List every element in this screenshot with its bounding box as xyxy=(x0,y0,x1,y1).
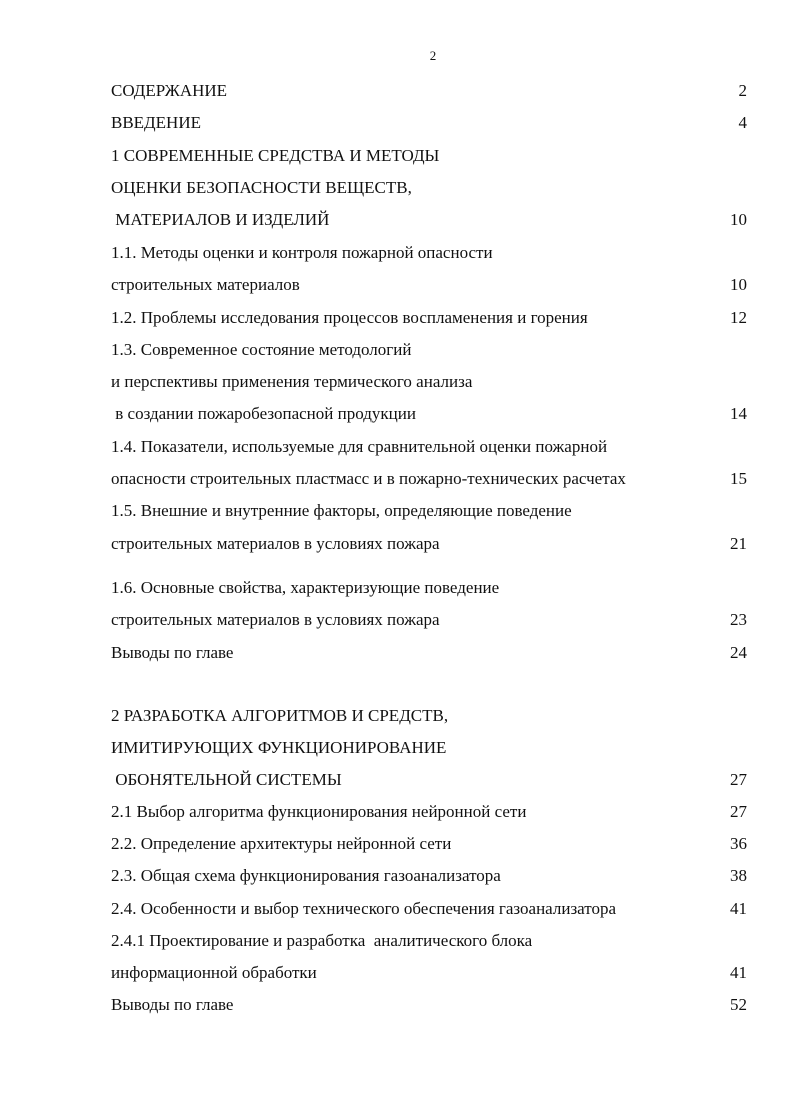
toc-line xyxy=(111,641,747,665)
toc-entry-text: 2.4.1 Проектирование и разработка аналитического блока xyxy=(111,931,533,950)
toc-entry-page: 21 xyxy=(730,534,747,553)
toc-line xyxy=(111,273,747,297)
toc-line xyxy=(111,111,747,135)
toc-line xyxy=(111,832,747,856)
toc-line xyxy=(111,704,747,728)
toc-entry-page: 52 xyxy=(730,995,747,1014)
toc-entry-text: 1.2. Проблемы исследования процессов воспламенения и горения xyxy=(111,308,588,327)
toc-entry-text: ОБОНЯТЕЛЬНОЙ СИСТЕМЫ xyxy=(111,770,342,789)
toc-entry-text: Выводы по главе xyxy=(111,643,234,662)
toc-entry-text: 2.1 Выбор алгоритма функционирования нейронной сети xyxy=(111,802,527,821)
toc-line xyxy=(111,864,747,888)
toc-entry-page: 23 xyxy=(730,610,747,629)
toc-entry-page: 27 xyxy=(730,770,747,789)
toc-entry-page: 27 xyxy=(730,802,747,821)
toc-entry-page: 15 xyxy=(730,469,747,488)
toc-entry-text: 1.5. Внешние и внутренние факторы, определяющие поведение xyxy=(111,501,572,520)
toc-entry-text: 1 СОВРЕМЕННЫЕ СРЕДСТВА И МЕТОДЫ xyxy=(111,146,440,165)
toc-entry-page: 4 xyxy=(738,113,747,132)
toc-line xyxy=(111,435,747,459)
toc-entry-text: опасности строительных пластмасс и в пожарно-технических расчетах xyxy=(111,469,626,488)
toc-entry-text: ИМИТИРУЮЩИХ ФУНКЦИОНИРОВАНИЕ xyxy=(111,738,447,757)
page-number: 2 xyxy=(429,48,437,63)
toc-line xyxy=(111,897,747,921)
toc-line xyxy=(111,208,747,232)
toc-entry-text: ВВЕДЕНИЕ xyxy=(111,113,201,132)
toc-entry-text: 1.1. Методы оценки и контроля пожарной опасности xyxy=(111,243,493,262)
toc-entry-text: 2.2. Определение архитектуры нейронной сети xyxy=(111,834,452,853)
toc-line xyxy=(111,736,747,760)
toc-entry-page: 12 xyxy=(730,308,747,327)
toc-entry-page: 10 xyxy=(730,275,747,294)
toc-entry-text: 2 РАЗРАБОТКА АЛГОРИТМОВ И СРЕДСТВ, xyxy=(111,706,449,725)
toc-line xyxy=(111,306,747,330)
toc-entry-page: 24 xyxy=(730,643,747,662)
toc-line xyxy=(111,144,747,168)
toc-entry-page: 2 xyxy=(738,81,747,100)
toc-line xyxy=(111,499,747,523)
toc-line xyxy=(111,402,747,426)
toc-entry-text: Выводы по главе xyxy=(111,995,234,1014)
toc-entry-page: 36 xyxy=(730,834,747,853)
toc-line xyxy=(111,79,747,103)
toc-line xyxy=(111,800,747,824)
toc-entry-text: строительных материалов xyxy=(111,275,300,294)
toc-entry-text: строительных материалов в условиях пожара xyxy=(111,534,440,553)
toc-line xyxy=(111,370,747,394)
toc-line xyxy=(111,929,747,953)
toc-entry-text: СОДЕРЖАНИЕ xyxy=(111,81,228,100)
toc-entry-text: 2.3. Общая схема функционирования газоанализатора xyxy=(111,866,501,885)
toc-entry-page: 41 xyxy=(730,963,747,982)
toc-entry-text: 1.4. Показатели, используемые для сравнительной оценки пожарной xyxy=(111,437,608,456)
toc-line xyxy=(111,993,747,1017)
toc-line xyxy=(111,176,747,200)
toc-entry-text: ОЦЕНКИ БЕЗОПАСНОСТИ ВЕЩЕСТВ, xyxy=(111,178,412,197)
toc-line xyxy=(111,241,747,265)
toc-entry-text: в создании пожаробезопасной продукции xyxy=(111,404,416,423)
toc-entry-text: 1.3. Современное состояние методологий xyxy=(111,340,412,359)
toc-line xyxy=(111,532,747,556)
toc-entry-text: 2.4. Особенности и выбор технического обеспечения газоанализатора xyxy=(111,899,617,918)
toc-entry-text: МАТЕРИАЛОВ И ИЗДЕЛИЙ xyxy=(111,210,330,229)
toc-entry-page: 10 xyxy=(730,210,747,229)
toc-entry-page: 14 xyxy=(730,404,747,423)
toc-entry-page: 38 xyxy=(730,866,747,885)
toc-line xyxy=(111,961,747,985)
toc-line xyxy=(111,768,747,792)
toc-entry-text: строительных материалов в условиях пожара xyxy=(111,610,440,629)
toc-entry-page: 41 xyxy=(730,899,747,918)
toc-line xyxy=(111,608,747,632)
toc-entry-text: 1.6. Основные свойства, характеризующие поведение xyxy=(111,578,500,597)
toc-entry-text: и перспективы применения термического анализа xyxy=(111,372,473,391)
toc-line xyxy=(111,338,747,362)
toc-line xyxy=(111,467,747,491)
toc-line xyxy=(111,576,747,600)
toc-entry-text: информационной обработки xyxy=(111,963,317,982)
